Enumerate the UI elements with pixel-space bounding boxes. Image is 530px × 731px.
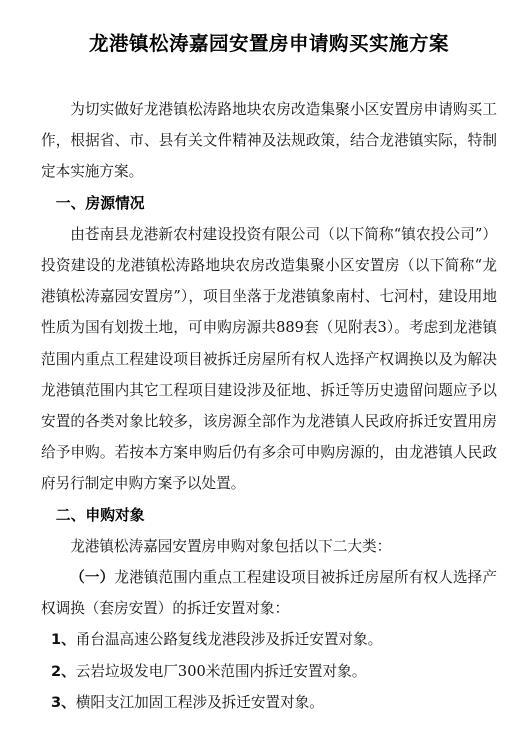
subsection-one-text: 龙港镇范围内重点工程建设项目被拆迁房屋所有权人选择产权调换（套房安置）的拆迁安置对象： xyxy=(41,569,497,618)
subsection-one-number: （一） xyxy=(70,569,115,587)
list-item xyxy=(51,624,497,655)
list-item xyxy=(51,656,497,687)
list-item-text: 云岩垃圾发电厂300米范围内拆迁安置对象。 xyxy=(75,662,367,680)
list-item-text: 横阳支江加固工程涉及拆迁安置对象。 xyxy=(75,693,324,711)
document-title: 龙港镇松涛嘉园安置房申请购买实施方案 xyxy=(88,32,449,55)
list-item-number: 1、 xyxy=(51,631,76,649)
list-item-number: 2、 xyxy=(51,662,76,680)
intro-paragraph: 为切实做好龙港镇松涛路地块农房改造集聚小区安置房申请购买工作，根据省、市、县有关文件精神及法规政策，结合龙港镇实际，特制定本实施方案。 xyxy=(41,101,497,181)
subsection-one xyxy=(41,562,497,624)
list-item xyxy=(51,687,497,718)
housing-paragraph: 由苍南县龙港新农村建设投资有限公司（以下简称“镇农投公司”）投资建设的龙港镇松涛路地块农房改造集聚小区安置房（以下简称“龙港镇松涛嘉园安置房”），项目坐落于龙港镇象南村、七河村，建设用地性质为国有划拨土地，可申购房源共889套（见附表3）。考虑到龙港镇范围内重点工程建设项目被拆迁房屋所有权人选择产权调换以及为解决龙港镇范围内其它工程项目建设涉及征地、拆迁等历史遗留问题应予以安置的各类对象比较多，该房源全部作为龙港镇人民政府拆迁安置用房给予申购。若按本方案申购后仍有多余可申购房源的，由龙港镇人民政府另行制定申购方案予以处置。 xyxy=(41,225,497,493)
section-heading-applicants: 二、申购对象 xyxy=(55,506,145,524)
list-item-number: 3、 xyxy=(51,693,76,711)
section-heading-housing: 一、房源情况 xyxy=(55,194,145,212)
applicants-paragraph: 龙港镇松涛嘉园安置房申购对象包括以下二大类： xyxy=(70,537,392,555)
list-item-text: 甬台温高速公路复线龙港段涉及拆迁安置对象。 xyxy=(75,631,383,649)
